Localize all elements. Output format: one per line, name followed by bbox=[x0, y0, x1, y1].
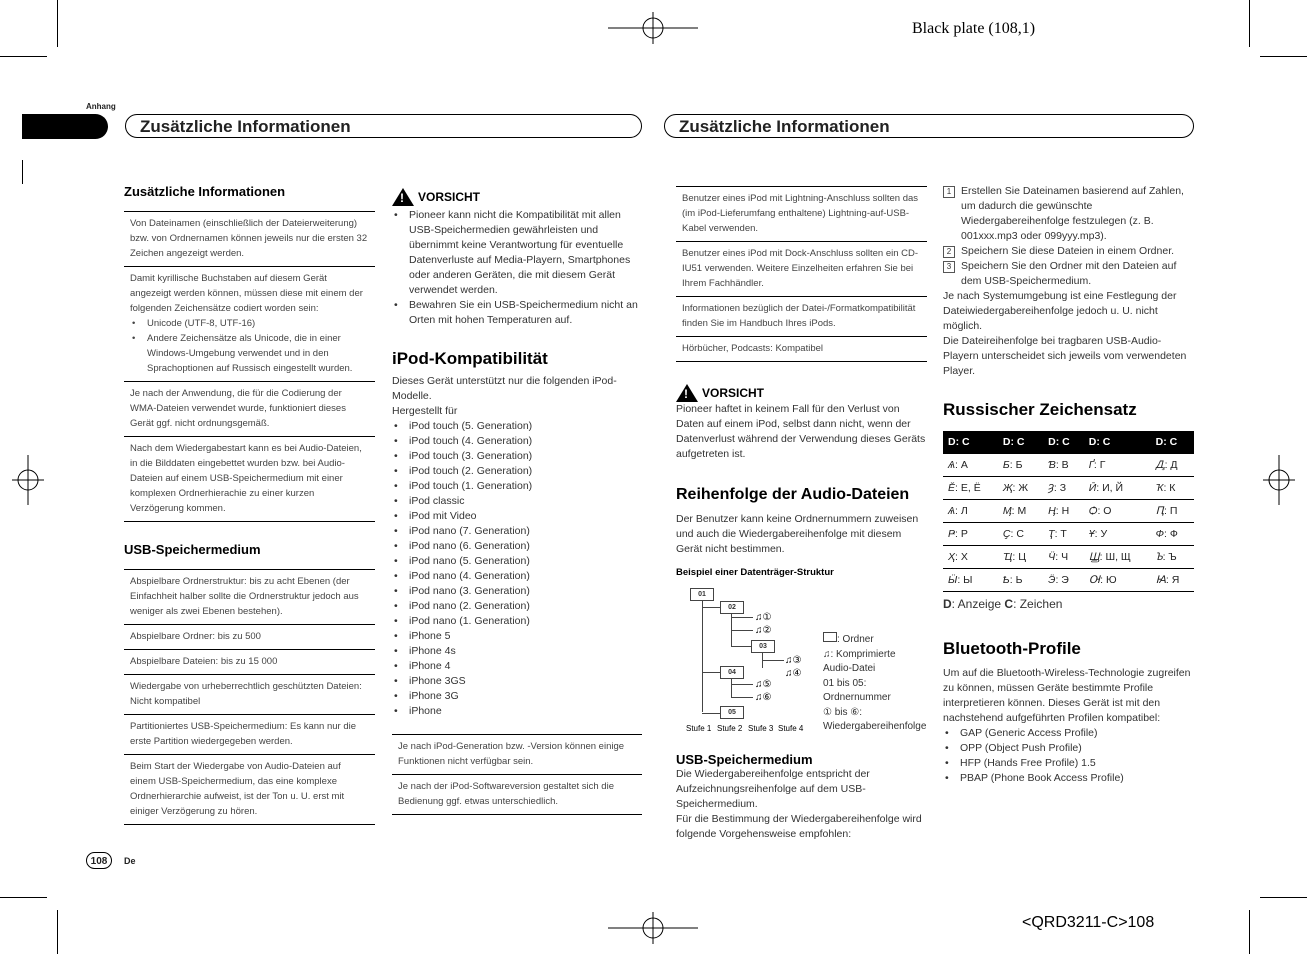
ipod-model-item: • iPod touch (3. Generation) bbox=[392, 449, 642, 464]
info-table bbox=[124, 211, 375, 522]
ru-cell: Ȝ: З bbox=[1043, 477, 1084, 500]
bt-profile-item: • OPP (Object Push Profile) bbox=[943, 741, 1194, 756]
ru-cell: Ҭ: Т bbox=[1043, 523, 1084, 546]
warning-label: VORSICHT bbox=[702, 385, 765, 400]
ru-column-header: D: C bbox=[1151, 431, 1194, 454]
ru-cell: Ѻ: О bbox=[1084, 500, 1151, 523]
crop-mark bbox=[1260, 897, 1307, 898]
step-1: 1 Erstellen Sie Dateinamen basierend auf Zahlen, um dadurch die gewünschte Wiedergabereihenfolge festzulegen (z. B. 001xxx.mp3 oder 099yyy.mp3). bbox=[943, 184, 1194, 244]
usb-text-1: Die Wiedergabereihenfolge entspricht der Aufzeichnungsreihenfolge auf dem USB-Speichermedium. bbox=[676, 768, 870, 810]
page-number: 108 bbox=[86, 852, 112, 869]
bt-title: Bluetooth-Profile bbox=[943, 639, 1081, 658]
list-item: • Andere Zeichensätze als Unicode, die in einer Windows-Umgebung verwendet und in den Sprachoptionen auf Russisch eingestellt wurden. bbox=[130, 331, 369, 376]
music-file-icon: ♫④ bbox=[785, 668, 802, 679]
ipod-model-item: • iPhone 3GS bbox=[392, 674, 642, 689]
ipod-model-item: • iPhone 4 bbox=[392, 659, 642, 674]
bt-text: Um auf die Bluetooth-Wireless-Technologie zugreifen zu können, müssen Geräte bestimmte Profile interpretieren können. Dieses Gerät ist mit den nachstehend aufgeführten Profilen kompatibel: bbox=[943, 667, 1191, 724]
ipod-model-item: • iPod classic bbox=[392, 494, 642, 509]
crop-mark bbox=[57, 0, 58, 47]
column-3 bbox=[676, 186, 927, 842]
ipod-model-item: • iPod nano (4. Generation) bbox=[392, 569, 642, 584]
music-file-icon: ♫⑤ bbox=[755, 679, 772, 690]
crop-mark bbox=[1249, 0, 1250, 47]
table-row: Je nach der Anwendung, die für die Codierung der WMA-Dateien verwendet wurde, funktioniert dieses Gerät ggf. nicht ordnungsgemäß. bbox=[124, 382, 375, 437]
ru-cell: Ѧ: А bbox=[943, 454, 998, 477]
ru-cell: Ӎ: М bbox=[998, 500, 1043, 523]
ru-cell: Ꙗ: Я bbox=[1151, 569, 1194, 592]
ru-cell: Ҵ: Ц bbox=[998, 546, 1043, 569]
crop-mark bbox=[1260, 56, 1307, 57]
order-text: Der Benutzer kann keine Ordnernummern zuweisen und auch die Wiedergabereihenfolge mit diesem Gerät nicht bestimmen. bbox=[676, 513, 919, 555]
step-2: 2 Speichern Sie diese Dateien in einem Ordner. bbox=[943, 244, 1194, 259]
table-row: Benutzer eines iPod mit Dock-Anschluss sollten ein CD-IU51 verwenden. Weitere Einzelheiten erfahren Sie bei Ihrem Fachhändler. bbox=[676, 242, 927, 297]
bt-profile-item: • PBAP (Phone Book Access Profile) bbox=[943, 771, 1194, 786]
folder-legend-icon bbox=[823, 632, 837, 642]
ipod-model-item: • iPod touch (4. Generation) bbox=[392, 434, 642, 449]
ipod-model-item: • iPhone 4s bbox=[392, 644, 642, 659]
ipod-model-item: • iPod touch (2. Generation) bbox=[392, 464, 642, 479]
ipod-intro: Dieses Gerät unterstützt nur die folgenden iPod-Modelle. bbox=[392, 375, 617, 402]
usb-text-2: Für die Bestimmung der Wiedergabereihenfolge wird folgende Vorgehensweise empfohlen: bbox=[676, 813, 922, 840]
warning-heading bbox=[392, 188, 642, 206]
russian-charset-table bbox=[943, 431, 1194, 592]
table-row: Abspielbare Ordnerstruktur: bis zu acht Ebenen (der Einfachheit halber sollte die Ordnerstruktur jedoch aus weniger als zwei Ebenen bestehen). bbox=[124, 570, 375, 625]
ru-cell: Ɓ: В bbox=[1043, 454, 1084, 477]
ru-cell: Ґ: Г bbox=[1084, 454, 1151, 477]
document-code: <QRD3211-C>108 bbox=[1022, 914, 1155, 931]
diagram-title: Beispiel einer Datenträger-Struktur bbox=[676, 567, 834, 578]
ru-cell: Ҏ: Р bbox=[943, 523, 998, 546]
folder-icon: 03 bbox=[751, 640, 775, 653]
ipod-model-item: • iPod nano (6. Generation) bbox=[392, 539, 642, 554]
ru-cell: Ӊ: Н bbox=[1043, 500, 1084, 523]
ipod-model-item: • iPod nano (5. Generation) bbox=[392, 554, 642, 569]
usb-title: USB-Speichermedium bbox=[124, 542, 261, 557]
plate-label: Black plate (108,1) bbox=[912, 20, 1036, 37]
crop-mark bbox=[1249, 910, 1250, 954]
folder-icon: 04 bbox=[720, 666, 744, 679]
level-label: Stufe 4 bbox=[778, 724, 804, 733]
diagram-legend: : Ordner ♫: Komprimierte Audio-Datei 01 bis 05: Ordnernummer ① bis ⑥: Wiedergabereihenfolge bbox=[823, 634, 927, 732]
usb-title: USB-Speichermedium bbox=[676, 752, 813, 767]
ipod-model-list bbox=[392, 419, 642, 719]
ru-row bbox=[943, 569, 1194, 592]
table-row: Hörbücher, Podcasts: Kompatibel bbox=[682, 343, 823, 354]
ru-cell: Ѧ: Л bbox=[943, 500, 998, 523]
column-1 bbox=[124, 184, 375, 825]
list-item: • Bewahren Sie ein USB-Speichermedium nicht an Orten mit hohen Temperaturen auf. bbox=[392, 298, 642, 328]
ru-row bbox=[943, 477, 1194, 500]
ru-cell: Ӵ: Ч bbox=[1043, 546, 1084, 569]
column-4 bbox=[943, 184, 1194, 786]
ipod-notes-table bbox=[392, 734, 642, 815]
ru-cell: Ƃ: Б bbox=[998, 454, 1043, 477]
ru-row bbox=[943, 500, 1194, 523]
ipod-model-item: • iPod nano (1. Generation) bbox=[392, 614, 642, 629]
ipod-model-item: • iPod touch (5. Generation) bbox=[392, 419, 642, 434]
ru-cell: Ԥ: П bbox=[1151, 500, 1194, 523]
ru-column-header: D: C bbox=[1084, 431, 1151, 454]
bt-profile-item: • GAP (Generic Access Profile) bbox=[943, 726, 1194, 741]
list-item: • Unicode (UTF-8, UTF-16) bbox=[130, 316, 369, 331]
charset-list bbox=[130, 316, 369, 376]
ipod-model-item: • iPod mit Video bbox=[392, 509, 642, 524]
warning-icon: ! bbox=[392, 188, 414, 206]
table-row: Je nach der iPod-Softwareversion gestaltet sich die Bedienung ggf. etwas unterschiedlich. bbox=[398, 781, 614, 807]
step-3: 3 Speichern Sie den Ordner mit den Dateien auf dem USB-Speichermedium. bbox=[943, 259, 1194, 289]
list-item: • Pioneer kann nicht die Kompatibilität mit allen USB-Speichermedien gewährleisten und übernimmt keine Verantwortung für eventuelle Datenverluste auf Media-Playern, Smartphones oder anderen Geräten, die mit diesem Gerät verwendet werden. bbox=[392, 208, 642, 298]
column-2 bbox=[392, 188, 642, 815]
ru-title: Russischer Zeichensatz bbox=[943, 400, 1137, 419]
folder-icon: 01 bbox=[690, 588, 714, 601]
ru-cell: Ф: Ф bbox=[1151, 523, 1194, 546]
folder-icon: 05 bbox=[720, 706, 744, 719]
ru-cell: Ꚉ: Д bbox=[1151, 454, 1194, 477]
para-2: Die Dateireihenfolge bei tragbaren USB-Audio-Playern unterscheidet sich jeweils vom verwendeten Player. bbox=[943, 335, 1187, 377]
ru-cell: Ҳ: Х bbox=[943, 546, 998, 569]
warning-label: VORSICHT bbox=[418, 189, 481, 204]
ipod-model-item: • iPod nano (7. Generation) bbox=[392, 524, 642, 539]
registration-mark-left bbox=[12, 455, 44, 505]
section-tab bbox=[22, 114, 108, 139]
registration-mark-bottom bbox=[608, 912, 698, 944]
ipod-model-item: • iPhone bbox=[392, 704, 642, 719]
table-row: Benutzer eines iPod mit Lightning-Anschluss sollten das (im iPod-Lieferumfang enthaltene) Lightning-auf-USB-Kabel verwenden. bbox=[676, 187, 927, 242]
table-row: Nach dem Wiedergabestart kann es bei Audio-Dateien, in die Bilddaten eingebettet wurden bzw. bei Audio-Dateien auf einem USB-Speichermedium mit einer komplexen Ordnerhierachie zu einer kurzen Verzögerung kommen. bbox=[130, 443, 362, 514]
table-row: Abspielbare Dateien: bis zu 15 000 bbox=[124, 650, 375, 675]
ru-cell: Ꚗ: Ш, Щ bbox=[1084, 546, 1151, 569]
ru-cell: Ӭ: Э bbox=[1043, 569, 1084, 592]
warning-icon: ! bbox=[676, 384, 698, 402]
ru-cell: Ꙕ: Ю bbox=[1084, 569, 1151, 592]
registration-mark-top bbox=[608, 12, 698, 44]
table-row: Abspielbare Ordner: bis zu 500 bbox=[124, 625, 375, 650]
ru-cell: Ӣ: И, Й bbox=[1084, 477, 1151, 500]
bt-profile-list bbox=[943, 726, 1194, 786]
table-row: Informationen bezüglich der Datei-/Formatkompatibilität finden Sie im Handbuch Ihres iPods. bbox=[676, 297, 927, 337]
ru-cell: Җ: Ж bbox=[998, 477, 1043, 500]
ru-column-header: D: C bbox=[1043, 431, 1084, 454]
para-1: Je nach Systemumgebung ist eine Festlegung der Dateiwiedergabereihenfolge jedoch u. U. nicht möglich. bbox=[943, 290, 1177, 332]
folder-tree-diagram bbox=[676, 580, 927, 740]
ipod-model-item: • iPod touch (1. Generation) bbox=[392, 479, 642, 494]
ru-cell: Ҍ: Ь bbox=[998, 569, 1043, 592]
ipod-model-item: • iPhone 3G bbox=[392, 689, 642, 704]
music-file-icon: ♫② bbox=[755, 625, 772, 636]
ru-cell: Ӹ: Ы bbox=[943, 569, 998, 592]
ru-cell: Ҡ: К bbox=[1151, 477, 1194, 500]
crop-mark bbox=[0, 897, 47, 898]
folder-icon: 02 bbox=[720, 601, 744, 614]
order-title: Reihenfolge der Audio-Dateien bbox=[676, 486, 910, 503]
ipod-made-for: Hergestellt für bbox=[392, 405, 458, 417]
ru-cell: Ұ: У bbox=[1084, 523, 1151, 546]
table-row: Wiedergabe von urheberrechtlich geschützten Dateien: Nicht kompatibel bbox=[124, 675, 375, 715]
level-label: Stufe 2 bbox=[717, 724, 743, 733]
registration-mark-right bbox=[1263, 455, 1295, 505]
ru-cell: Ҫ: С bbox=[998, 523, 1043, 546]
ru-column-header: D: C bbox=[943, 431, 998, 454]
table-row: Von Dateinamen (einschließlich der Dateierweiterung) bzw. von Ordnernamen können jeweils nur die ersten 32 Zeichen angezeigt werden. bbox=[124, 212, 375, 267]
level-label: Stufe 1 bbox=[686, 724, 712, 733]
warning-list bbox=[392, 208, 642, 328]
ru-column-header: D: C bbox=[998, 431, 1043, 454]
ipod-model-item: • iPod nano (2. Generation) bbox=[392, 599, 642, 614]
music-legend-icon: ♫ bbox=[823, 648, 831, 660]
crop-mark bbox=[57, 910, 58, 954]
ru-row bbox=[943, 546, 1194, 569]
table-row: Je nach iPod-Generation bzw. -Version können einige Funktionen nicht verfügbar sein. bbox=[392, 735, 642, 775]
warning-heading bbox=[676, 384, 927, 402]
language-code: De bbox=[124, 856, 136, 866]
music-file-icon: ♫① bbox=[755, 612, 772, 623]
ipod-model-item: • iPhone 5 bbox=[392, 629, 642, 644]
usb-table bbox=[124, 569, 375, 825]
music-file-icon: ♫⑥ bbox=[755, 692, 772, 703]
col1-title: Zusätzliche Informationen bbox=[124, 184, 286, 199]
ipod-title: iPod-Kompatibilität bbox=[392, 349, 548, 368]
header-left: Zusätzliche Informationen bbox=[125, 114, 642, 138]
ru-row bbox=[943, 454, 1194, 477]
ru-cell: Ӗ: Е, Ё bbox=[943, 477, 998, 500]
ipod-info-table bbox=[676, 186, 927, 362]
section-label: Anhang bbox=[86, 102, 116, 111]
ru-cell: Ꙏ: Ъ bbox=[1151, 546, 1194, 569]
level-label: Stufe 3 bbox=[748, 724, 774, 733]
table-row bbox=[124, 267, 375, 382]
crop-mark bbox=[0, 56, 47, 57]
music-file-icon: ♫③ bbox=[785, 655, 802, 666]
ipod-model-item: • iPod nano (3. Generation) bbox=[392, 584, 642, 599]
table-row: Partitioniertes USB-Speichermedium: Es kann nur die erste Partition wiedergegeben werden. bbox=[124, 715, 375, 755]
table-row: Beim Start der Wiedergabe von Audio-Dateien auf einem USB-Speichermedium, das eine komplexe Ordnerhierarchie aufweist, ist der Ton u. U. erst mit einiger Verzögerung zu hören. bbox=[130, 761, 345, 817]
crop-mark bbox=[22, 160, 23, 184]
table-row-text: Damit kyrillische Buchstaben auf diesem Gerät angezeigt werden können, müssen diese mit einem der folgenden Zeichensätze codiert worden sein: bbox=[130, 273, 363, 314]
warning-text: Pioneer haftet in keinem Fall für den Verlust von Daten auf einem iPod, selbst dann nicht, wenn der Datenverlust während der Verwendung dieses Geräts aufgetreten ist. bbox=[676, 403, 926, 460]
header-right: Zusätzliche Informationen bbox=[664, 114, 1194, 138]
bt-profile-item: • HFP (Hands Free Profile) 1.5 bbox=[943, 756, 1194, 771]
ru-row bbox=[943, 523, 1194, 546]
ru-legend: D: Anzeige C: Zeichen bbox=[943, 597, 1063, 611]
